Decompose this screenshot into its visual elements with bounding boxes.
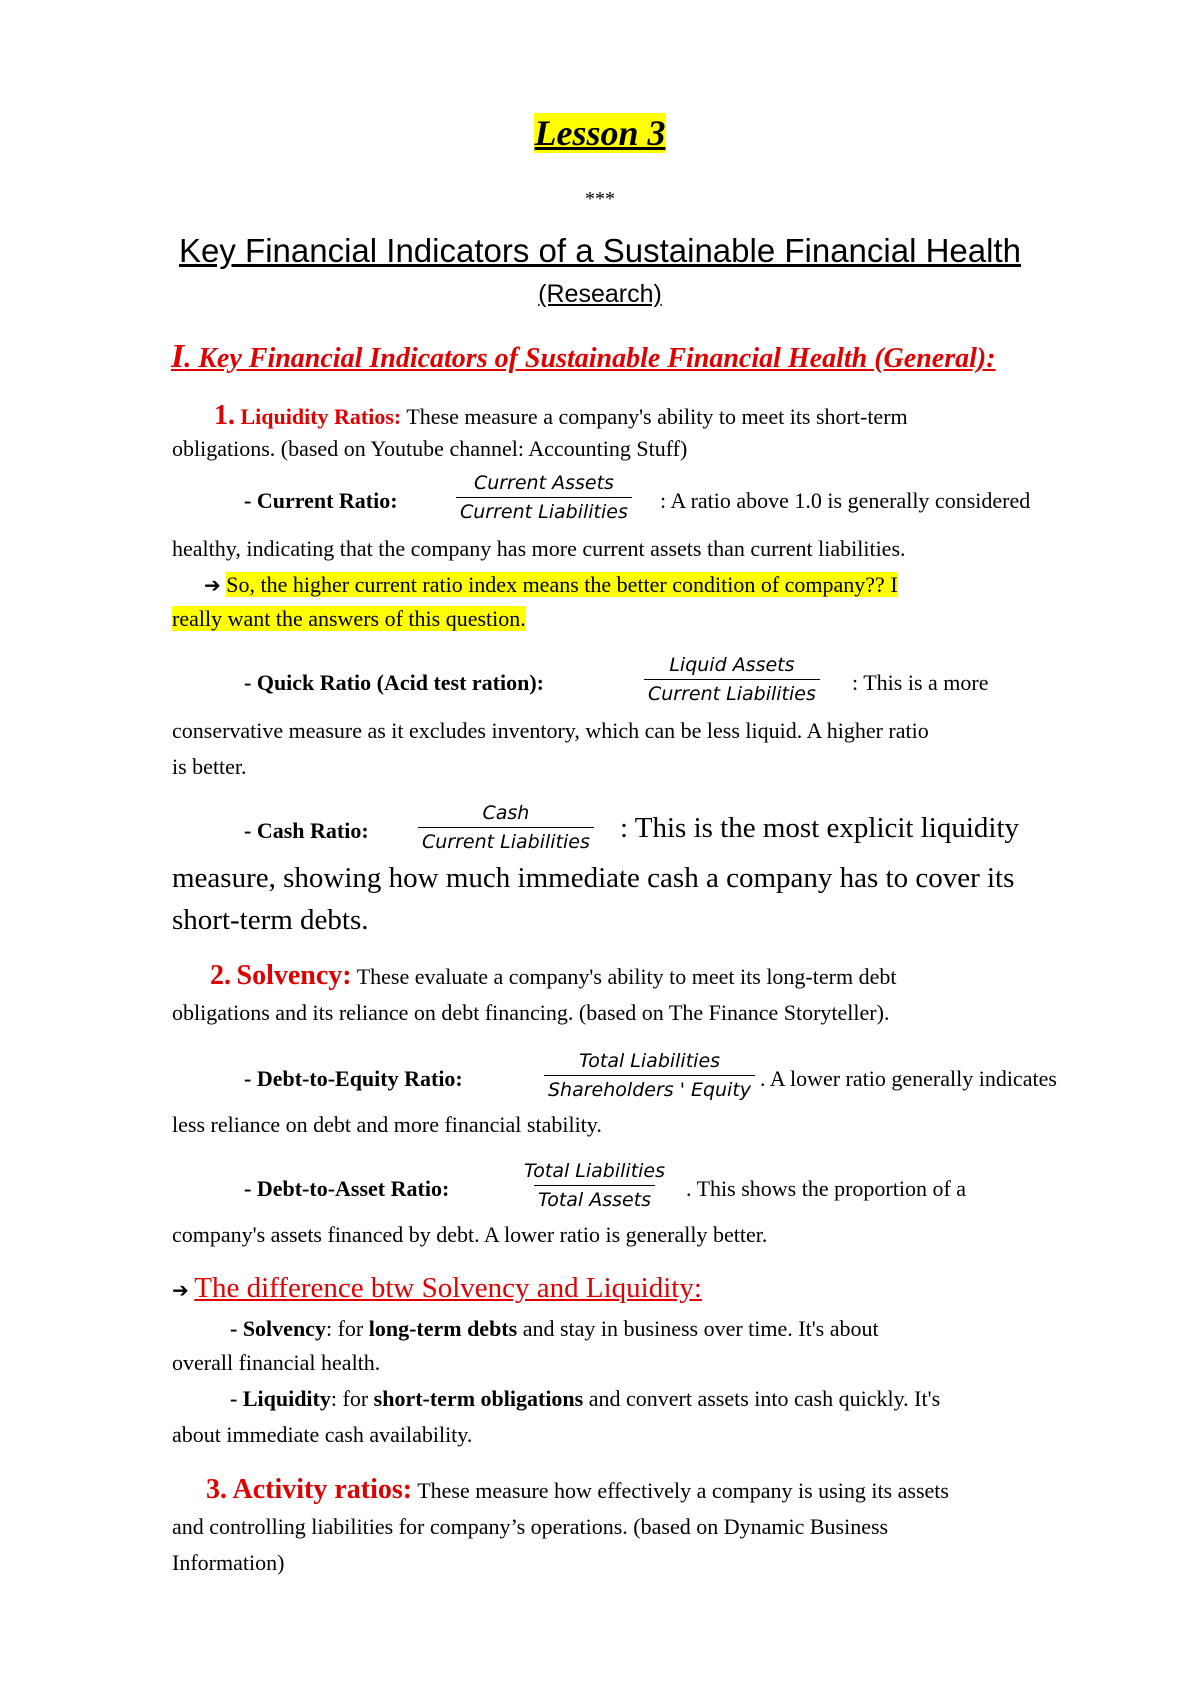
- lesson-title: Lesson 3: [534, 113, 666, 153]
- question-line2: really want the answers of this question.: [172, 606, 526, 631]
- cash-ratio-desc-line2: measure, showing how much immediate cash a company has to cover its: [172, 862, 1015, 894]
- liquidity-intro-line2: obligations. (based on Youtube channel: Accounting Stuff): [172, 436, 688, 461]
- debt-equity-label: - Debt-to-Equity Ratio:: [244, 1066, 463, 1091]
- fraction-numerator: Total Liabilities: [524, 1160, 666, 1182]
- quick-ratio-desc-line3: is better.: [172, 754, 247, 779]
- fraction-numerator: Liquid Assets: [669, 654, 795, 676]
- main-title: Key Financial Indicators of a Sustainable Financial Health: [179, 232, 1021, 269]
- cash-ratio-desc-line3: short-term debts.: [172, 904, 369, 936]
- solvency-intro: 2. Solvency: These evaluate a company's ability to meet its long-term debt: [210, 960, 897, 991]
- current-ratio-desc-line2: healthy, indicating that the company has more current assets than current liabilities.: [172, 536, 906, 561]
- debt-equity-formula: [544, 1050, 755, 1101]
- solvency-intro-line2: obligations and its reliance on debt financing. (based on The Finance Storyteller).: [172, 1000, 890, 1025]
- difference-liquidity: - Liquidity: for short-term obligations and convert assets into cash quickly. It's: [230, 1386, 941, 1411]
- fraction-denominator: Current Liabilities: [418, 827, 594, 853]
- activity-intro-line2: and controlling liabilities for company’s operations. (based on Dynamic Business: [172, 1514, 889, 1539]
- difference-solvency: - Solvency: for long-term debts and stay in business over time. It's about: [230, 1316, 879, 1341]
- current-ratio-desc: : A ratio above 1.0 is generally considered: [660, 488, 1031, 513]
- debt-equity-desc: . A lower ratio generally indicates: [760, 1066, 1057, 1091]
- cash-ratio-formula: [418, 802, 594, 853]
- current-ratio-label: - Current Ratio:: [244, 488, 398, 513]
- cash-ratio-desc: : This is the most explicit liquidity: [620, 812, 1020, 844]
- separator-stars: ***: [585, 188, 615, 210]
- arrow-right-icon: ➔: [172, 1278, 189, 1302]
- debt-asset-formula: [520, 1160, 669, 1211]
- debt-asset-label: - Debt-to-Asset Ratio:: [244, 1176, 450, 1201]
- current-ratio-formula: [456, 472, 632, 523]
- fraction-denominator: Current Liabilities: [456, 497, 632, 523]
- debt-asset-desc-line2: company's assets financed by debt. A lower ratio is generally better.: [172, 1222, 768, 1247]
- difference-solvency-line2: overall financial health.: [172, 1350, 381, 1375]
- fraction-numerator: Current Assets: [473, 472, 614, 494]
- activity-intro: 3. Activity ratios: These measure how effectively a company is using its assets: [206, 1474, 949, 1505]
- fraction-numerator: Total Liabilities: [579, 1050, 721, 1072]
- liquidity-intro: 1. Liquidity Ratios: These measure a company's ability to meet its short-term: [214, 400, 908, 431]
- quick-ratio-desc: : This is a more: [852, 670, 989, 695]
- difference-liquidity-line2: about immediate cash availability.: [172, 1422, 473, 1447]
- quick-ratio-label: - Quick Ratio (Acid test ration):: [244, 670, 545, 695]
- fraction-denominator: Shareholders ' Equity: [544, 1075, 755, 1101]
- difference-heading: ➔ The difference btw Solvency and Liquidity:: [172, 1272, 702, 1304]
- section-heading: I. Key Financial Indicators of Sustainable Financial Health (General):: [171, 338, 996, 375]
- debt-asset-desc: . This shows the proportion of a: [686, 1176, 967, 1201]
- question-line: ➔ So, the higher current ratio index means the better condition of company?? I: [204, 572, 898, 597]
- fraction-denominator: Total Assets: [534, 1185, 655, 1211]
- arrow-right-icon: ➔: [204, 573, 221, 597]
- fraction-numerator: Cash: [482, 802, 530, 824]
- debt-equity-desc-line2: less reliance on debt and more financial stability.: [172, 1112, 602, 1137]
- quick-ratio-desc-line2: conservative measure as it excludes inventory, which can be less liquid. A higher ratio: [172, 718, 929, 743]
- subtitle: (Research): [538, 280, 662, 308]
- cash-ratio-label: - Cash Ratio:: [244, 818, 369, 843]
- fraction-denominator: Current Liabilities: [644, 679, 820, 705]
- activity-intro-line3: Information): [172, 1550, 285, 1575]
- quick-ratio-formula: [644, 654, 820, 705]
